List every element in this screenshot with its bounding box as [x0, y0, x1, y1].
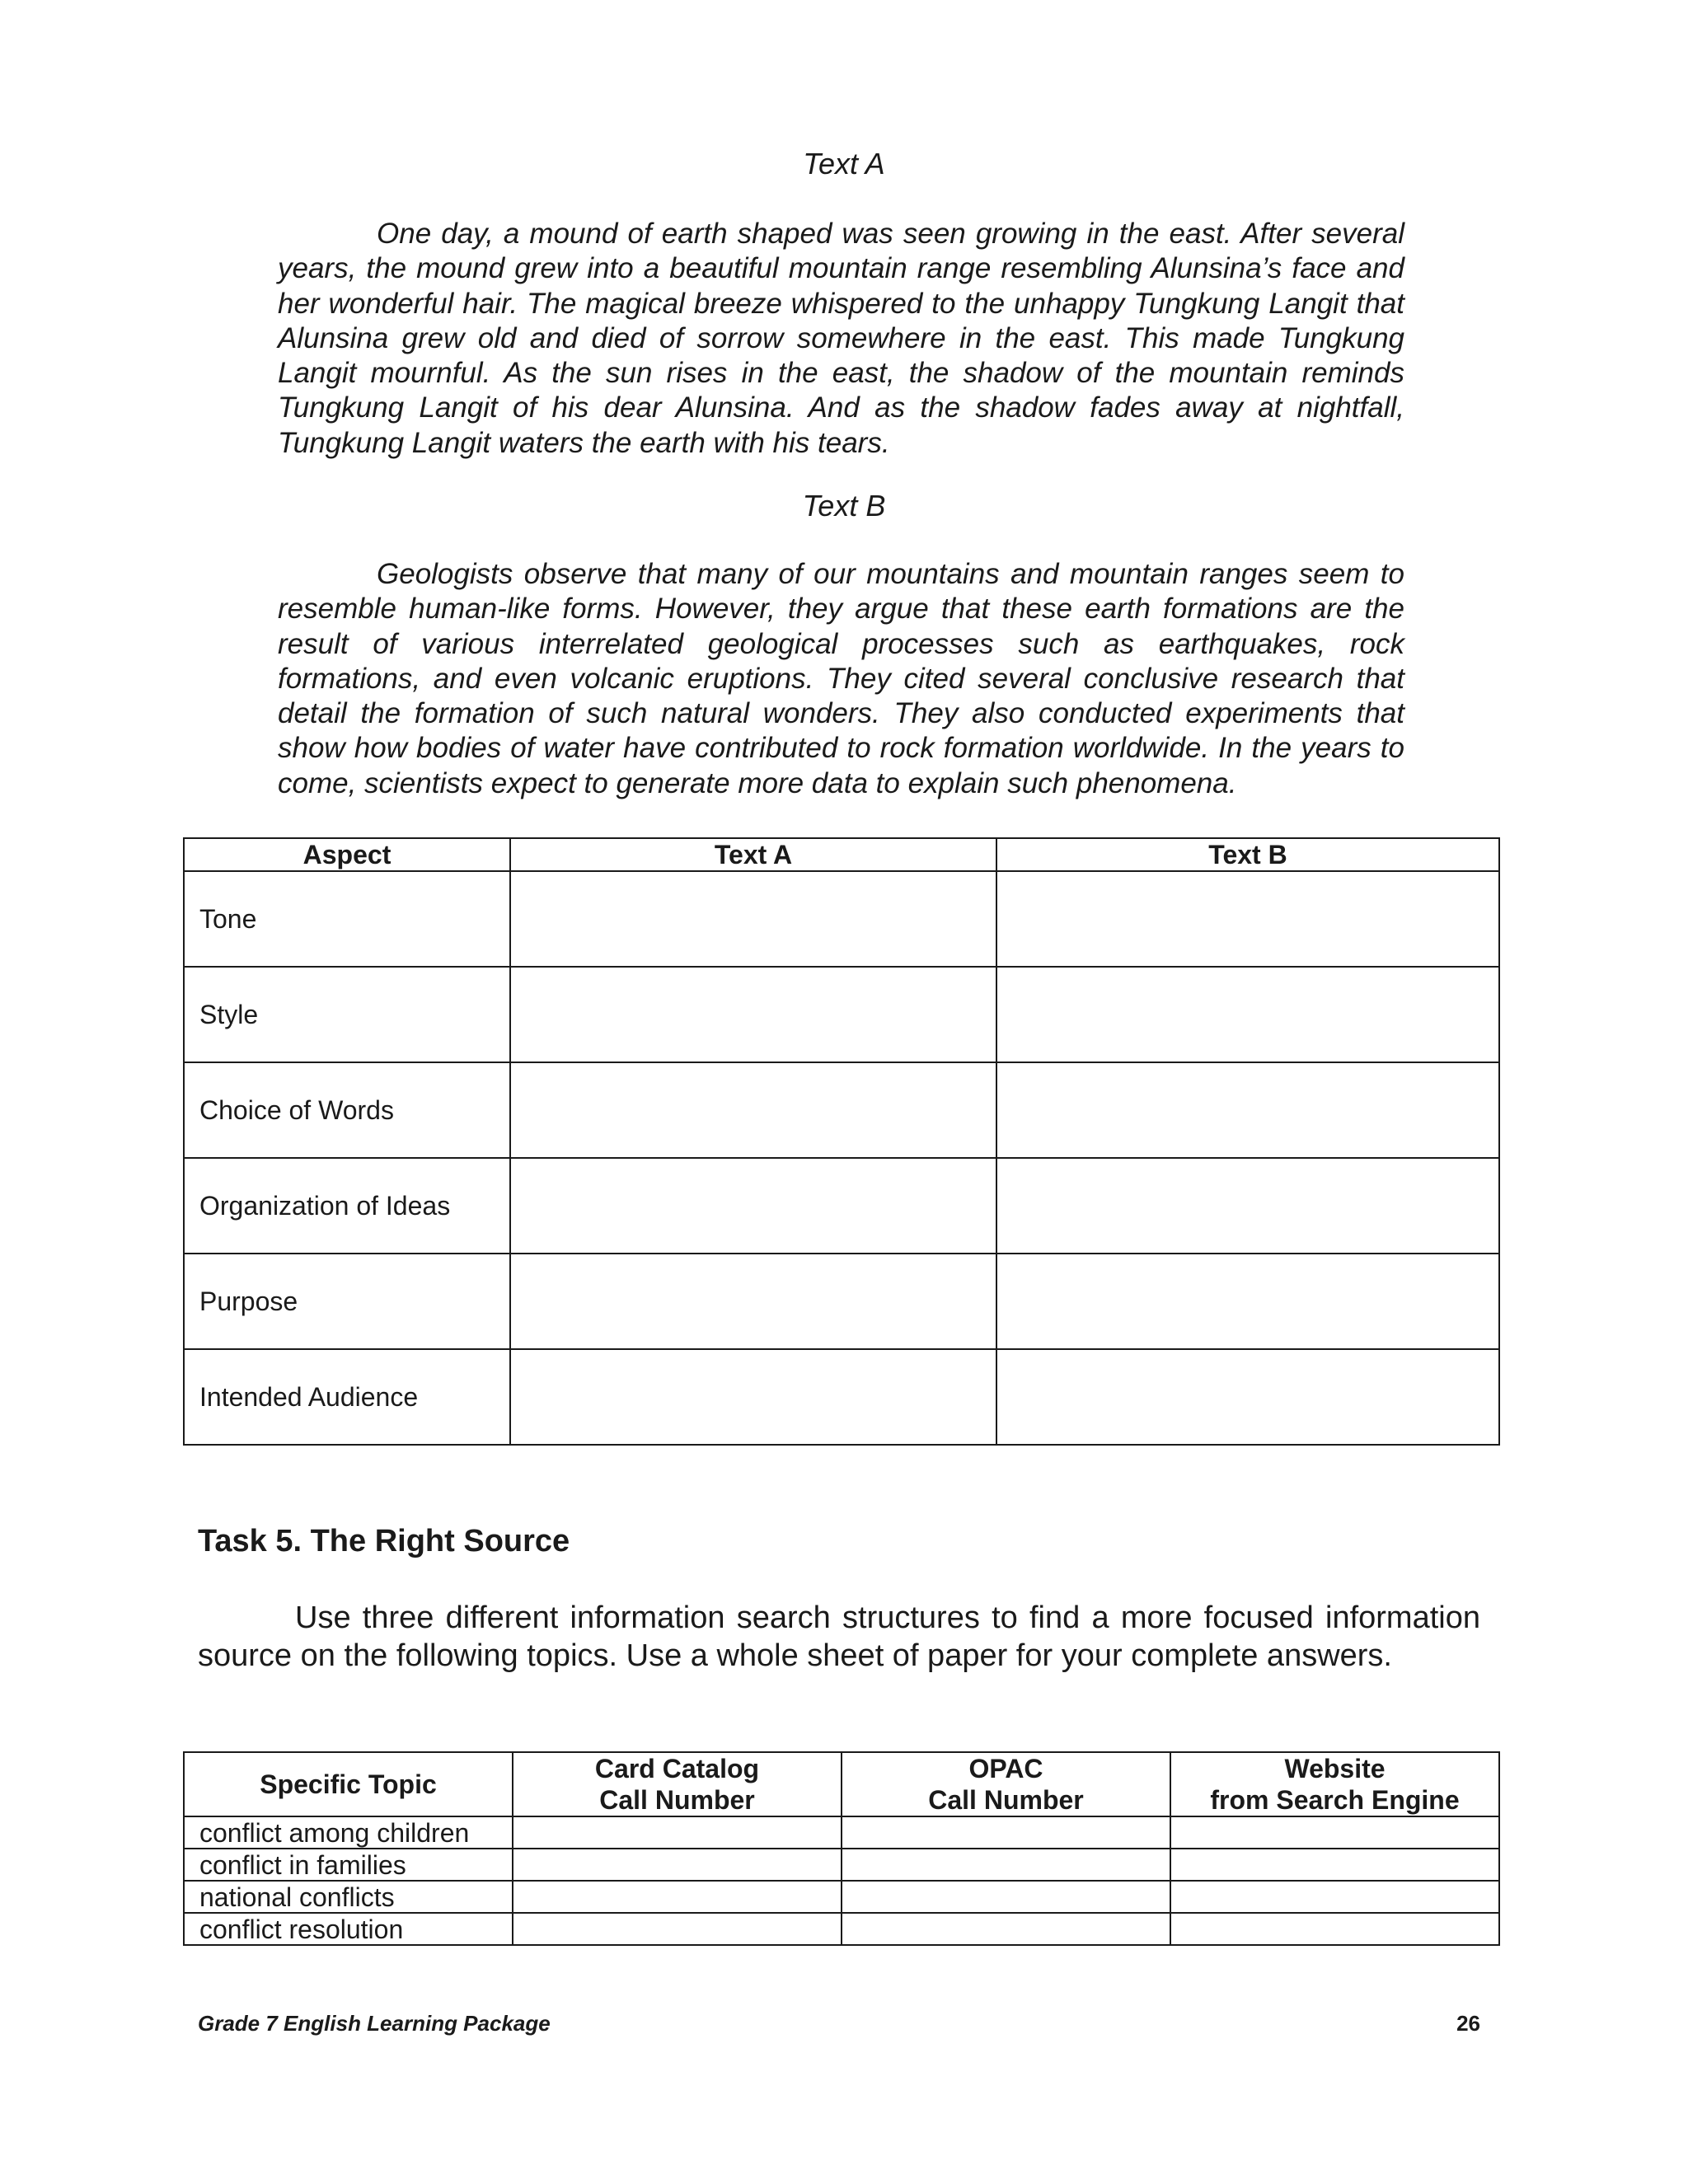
header-line: OPAC [968, 1754, 1043, 1783]
text-a-title: Text A [803, 147, 885, 180]
text-b-answer-cell[interactable] [996, 1158, 1499, 1254]
text-a-passage: One day, a mound of earth shaped was seen growing in the east. After several years, the mound grew into a beautiful mountain range resembling Alunsina’s face and her wonderful hair. The magical breeze whispered to the unhappy Tungkung Langit that Alunsina grew old and died of sorrow somewhere in the east. This made Tungkung Langit mournful. As the sun rises in the east, the shadow of the mountain reminds Tungkung Langit of his dear Alunsina. And as the shadow fades away at nightfall, Tungkung Langit waters the earth with his tears. [278, 218, 1404, 459]
aspect-label: Style [184, 967, 510, 1062]
table-row [184, 1849, 1499, 1881]
text-b-title: Text B [802, 489, 886, 523]
card-catalog-cell[interactable] [513, 1881, 842, 1913]
aspect-label: Choice of Words [184, 1062, 510, 1158]
comparison-header-row [184, 838, 1499, 871]
table-row [184, 967, 1499, 1062]
text-b-answer-cell[interactable] [996, 1254, 1499, 1349]
header-line: Call Number [928, 1785, 1084, 1815]
comparison-table [183, 837, 1500, 1446]
text-b-answer-cell[interactable] [996, 871, 1499, 967]
table-row [184, 871, 1499, 967]
website-cell[interactable] [1170, 1816, 1499, 1849]
page-number: 26 [1456, 2011, 1480, 2036]
aspect-label: Tone [184, 871, 510, 967]
header-specific-topic [184, 1752, 513, 1816]
task-title: Task 5. The Right Source [198, 1524, 570, 1558]
card-catalog-cell[interactable] [513, 1849, 842, 1881]
header-text-b: Text B [996, 838, 1499, 871]
footer-label: Grade 7 English Learning Package [198, 2011, 551, 2036]
topic-label: conflict resolution [184, 1913, 513, 1945]
table-row [184, 1158, 1499, 1254]
aspect-label: Organization of Ideas [184, 1158, 510, 1254]
card-catalog-cell[interactable] [513, 1816, 842, 1849]
header-text-a: Text A [510, 838, 996, 871]
sources-header-row [184, 1752, 1499, 1816]
aspect-label: Purpose [184, 1254, 510, 1349]
text-b-answer-cell[interactable] [996, 967, 1499, 1062]
table-row [184, 1254, 1499, 1349]
header-line: Specific Topic [260, 1769, 437, 1799]
header-card-catalog [513, 1752, 842, 1816]
header-line: from Search Engine [1210, 1785, 1460, 1815]
text-a-answer-cell[interactable] [510, 1062, 996, 1158]
opac-cell[interactable] [842, 1816, 1170, 1849]
text-b-passage: Geologists observe that many of our mountains and mountain ranges seem to resemble human-like forms. However, they argue that these earth formations are the result of various interrelated geological processes such as earthquakes, rock formations, and even volcanic eruptions. They cited several conclusive research that detail the formation of such natural wonders. They also conducted experiments that show how bodies of water have contributed to rock formation worldwide. In the years to come, scientists expect to generate more data to explain such phenomena. [278, 558, 1404, 799]
header-opac [842, 1752, 1170, 1816]
text-b-answer-cell[interactable] [996, 1349, 1499, 1445]
header-line: Website [1284, 1754, 1386, 1783]
opac-cell[interactable] [842, 1913, 1170, 1945]
text-b-answer-cell[interactable] [996, 1062, 1499, 1158]
header-aspect: Aspect [184, 838, 510, 871]
card-catalog-cell[interactable] [513, 1913, 842, 1945]
website-cell[interactable] [1170, 1849, 1499, 1881]
website-cell[interactable] [1170, 1913, 1499, 1945]
topic-label: national conflicts [184, 1881, 513, 1913]
header-website [1170, 1752, 1499, 1816]
header-line: Card Catalog [594, 1754, 760, 1783]
sources-table [183, 1751, 1500, 1946]
aspect-label: Intended Audience [184, 1349, 510, 1445]
table-row [184, 1913, 1499, 1945]
task-instructions: Use three different information search structures to find a more focused information source on the following topics. Use a whole sheet of paper for your complete answers. [198, 1601, 1480, 1673]
text-a-answer-cell[interactable] [510, 1158, 996, 1254]
website-cell[interactable] [1170, 1881, 1499, 1913]
text-a-answer-cell[interactable] [510, 1254, 996, 1349]
text-a-answer-cell[interactable] [510, 1349, 996, 1445]
header-line: Call Number [599, 1785, 755, 1815]
topic-label: conflict among children [184, 1816, 513, 1849]
text-a-answer-cell[interactable] [510, 967, 996, 1062]
text-a-answer-cell[interactable] [510, 871, 996, 967]
table-row [184, 1062, 1499, 1158]
table-row [184, 1881, 1499, 1913]
table-row [184, 1349, 1499, 1445]
opac-cell[interactable] [842, 1881, 1170, 1913]
opac-cell[interactable] [842, 1849, 1170, 1881]
table-row [184, 1816, 1499, 1849]
topic-label: conflict in families [184, 1849, 513, 1881]
